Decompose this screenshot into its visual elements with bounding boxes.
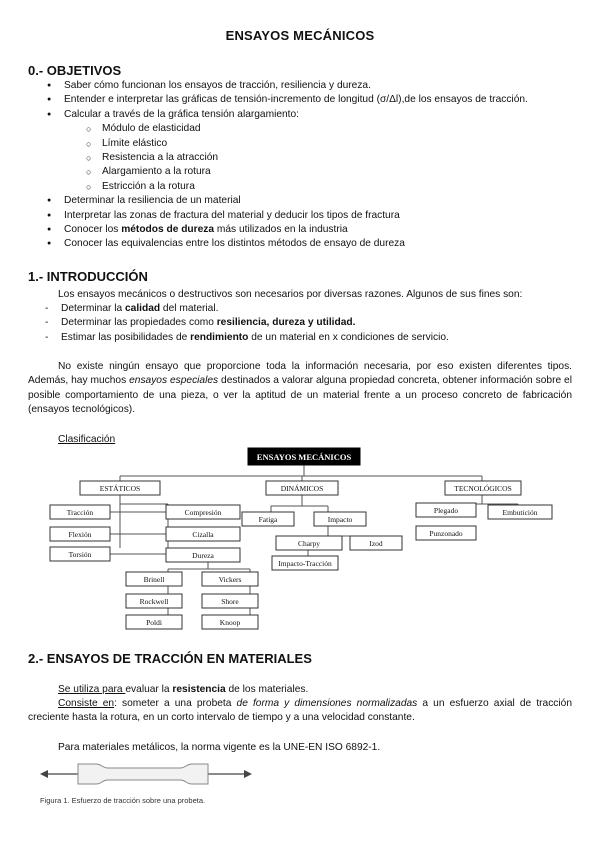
list-item: ● Saber cómo funcionan los ensayos de tracción, resiliencia y dureza. [46,79,586,93]
diagram-label: Torsión [68,550,92,559]
specimen-shape [78,764,208,784]
diagram-label: Poldi [146,618,162,627]
diagram-label: Plegado [433,506,459,515]
section-heading-objetivos: 0.- OBJETIVOS [28,63,122,78]
diagram-label: Tracción [66,508,94,517]
list-item: - Determinar la calidad del material. [45,302,585,316]
diagram-label: Impacto [327,515,353,524]
list-item: - Estimar las posibilidades de rendimiento de un material en x condiciones de servicio. [45,331,585,345]
diagram-label: Flexión [68,530,92,539]
list-item: ● Determinar la resiliencia de un material [46,194,586,208]
sub-list-item: ○ Módulo de elasticidad [86,122,586,136]
list-item: ● Entender e interpretar las gráficas de tensión-incremento de longitud (σ/Δl),de los ensayos de tracción. [46,93,586,107]
intro-sentence: Los ensayos mecánicos o destructivos son necesarios por diversas razones. Algunos de sus fines son: [58,289,523,300]
left-arrowhead [40,770,48,778]
diagram-root-label: ENSAYOS MECÁNICOS [256,452,352,462]
traccion-paragraph: Consiste en: someter a una probeta de forma y dimensiones normalizadas a un esfuerzo axial de tracción creciente hasta la rotura, en un corto intervalo de tiempo y a una velocidad constante. [28,698,572,724]
diagram-label: Fatiga [258,515,278,524]
diagram-label: Vickers [218,575,242,584]
list-item: ● Conocer los métodos de dureza más utilizados en la industria [46,223,586,237]
page-title: ENSAYOS MECÁNICOS [225,28,375,43]
intro-dash-list [45,302,585,345]
diagram-label: Izod [369,539,383,548]
diagram-label: Embutición [502,508,538,517]
diagram-label: Shore [221,597,239,606]
right-arrowhead [244,770,252,778]
list-item: ● Calcular a través de la gráfica tensión alargamiento: [46,108,586,122]
section-heading-traccion: 2.- ENSAYOS DE TRACCIÓN EN MATERIALES [28,651,312,666]
diagram-label: Cizalla [192,530,214,539]
diagram-label: ESTÁTICOS [99,484,141,493]
sub-list-item: ○ Resistencia a la atracción [86,151,586,165]
diagram-label: Punzonado [429,529,463,538]
diagram-label: DINÁMICOS [280,484,324,493]
diagram-label: Rockwell [139,597,169,606]
sub-list-item: ○ Límite elástico [86,137,586,151]
diagram-label: Brinell [143,575,165,584]
list-item: - Determinar las propiedades como resiliencia, dureza y utilidad. [45,316,585,330]
norma-sentence: Para materiales metálicos, la norma vigente es la UNE-EN ISO 6892-1. [58,742,381,753]
diagram-label: Charpy [297,539,321,548]
sub-list-item: ○ Alargamiento a la rotura [86,165,586,179]
figure-caption: Figura 1. Esfuerzo de tracción sobre una probeta. [40,796,206,805]
list-item: ● Conocer las equivalencias entre los distintos métodos de ensayo de dureza [46,237,586,251]
classification-diagram [40,446,580,636]
section-heading-introduccion: 1.- INTRODUCCIÓN [28,269,148,284]
diagram-label: Knoop [219,618,241,627]
list-item: ● Interpretar las zonas de fractura del material y deducir los tipos de fractura [46,209,586,223]
diagram-label: Compresión [184,508,222,517]
specimen-figure [38,756,258,796]
diagram-label: Dureza [192,551,214,560]
diagram-label: Impacto-Tracción [278,559,332,568]
intro-paragraph: No existe ningún ensayo que proporcione toda la información necesaria, por eso existen diferentes tipos. Además, hay muchos ensayos especiales destinados a valorar alguna propiedad concreta, obtener información sobre el posible comportamiento de una pieza, o ver la aptitud de un material frente a un proceso concreto de fabricación (ensayos tecnológicos). [28,361,572,416]
objetivos-list [46,79,586,252]
sub-list-item: ○ Estricción a la rotura [86,180,586,194]
traccion-line-1: Se utiliza para evaluar la resistencia de los materiales. [58,684,309,695]
diagram-label: TECNOLÓGICOS [454,484,512,493]
clasificacion-label: Clasificación [58,434,116,445]
